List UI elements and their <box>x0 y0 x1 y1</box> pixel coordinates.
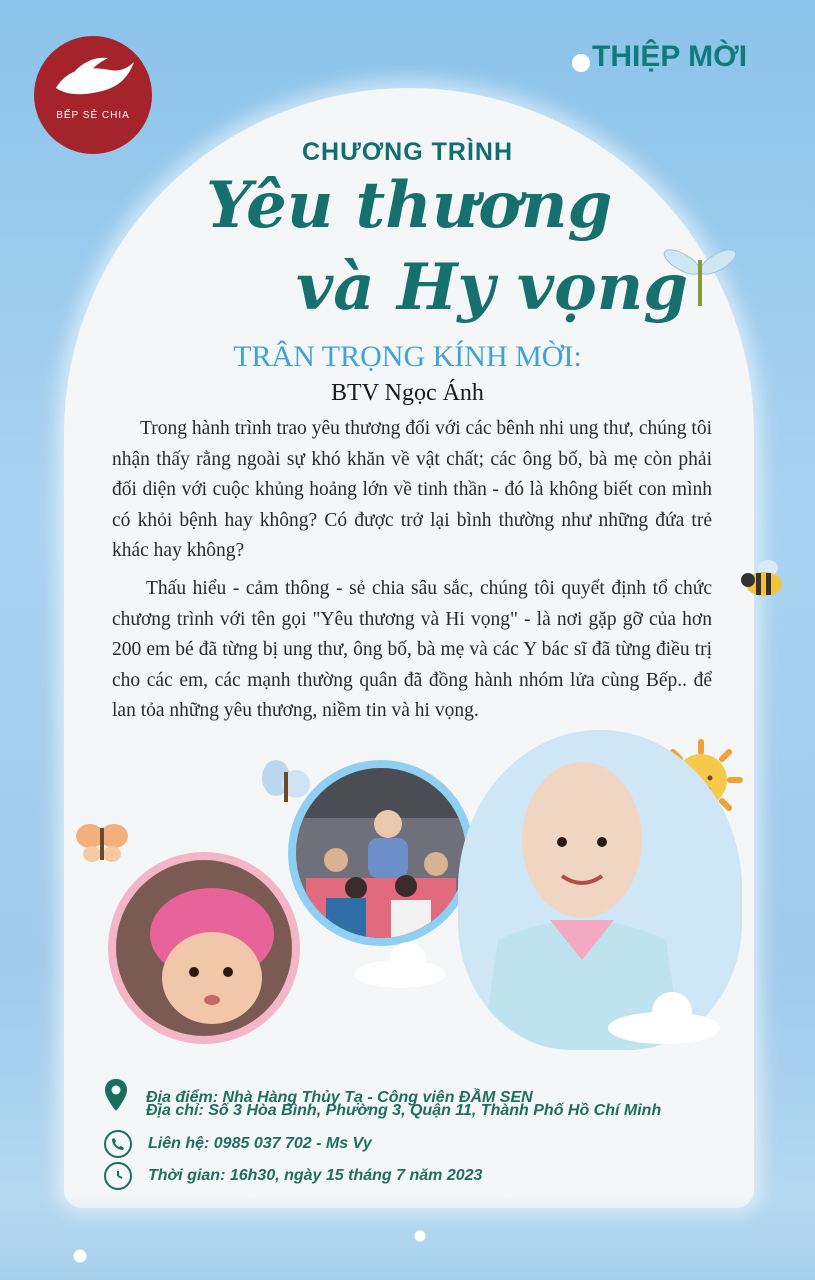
photo-child-pink-turban <box>108 852 300 1044</box>
contact-row <box>104 1130 372 1158</box>
invitation-tag: THIỆP MỜI <box>592 40 748 73</box>
logo-text: BẾP SẺ CHIA <box>56 110 130 121</box>
decorative-dot <box>572 54 590 72</box>
program-label: CHƯƠNG TRÌNH <box>302 138 513 166</box>
address-text: Địa chỉ: Số 3 Hòa Bình, Phường 3, Quận 11, Thành Phố Hồ Chí Minh <box>146 1102 662 1119</box>
bee-icon <box>738 556 788 602</box>
body-paragraph-1: Trong hành trình trao yêu thương đối với các bênh nhi ung thư, chúng tôi nhận thấy rằng ngoài sự khó khăn về vật chất; các ông bố, bà mẹ còn phải đối diện với cuộc khủng hoảng lớn về tinh thần - đó là không biết con mình có khỏi bệnh hay không? Có được trở lại bình thường như những đứa trẻ khác hay không? <box>112 418 712 561</box>
contact-text: Liên hệ: 0985 037 702 - Ms Vy <box>148 1135 372 1152</box>
invite-label: TRÂN TRỌNG KÍNH MỜI: <box>233 340 582 373</box>
program-title-line1: Yêu thương <box>206 168 613 243</box>
location-pin-icon <box>104 1078 130 1117</box>
program-title-line2: và Hy vọng <box>296 250 689 325</box>
photo-group-children <box>288 760 474 946</box>
guest-name: BTV Ngọc Ánh <box>331 380 484 406</box>
venue-text: Địa điểm: Nhà Hàng Thủy Tạ - Công viên ĐẦM SEN <box>146 1088 533 1106</box>
dandelion-decoration <box>0 1196 815 1280</box>
address-row <box>146 1102 661 1120</box>
body-paragraph-2: Thấu hiểu - cảm thông - sẻ chia sâu sắc, chúng tôi quyết định tổ chức chương trình với tên gọi "Yêu thương và Hi vọng" - là nơi gặp gỡ của hơn 200 em bé đã từng bị ung thư, ông bố, bà mẹ và các Y bác sĩ đã từng điều trị cho các em, các mạnh thường quân đã đồng hành nhóm lửa cùng Bếp.. để lan tỏa những yêu thương, niềm tin và hi vọng. <box>112 578 712 721</box>
butterfly-icon <box>72 816 132 866</box>
time-text: Thời gian: 16h30, ngày 15 tháng 7 năm 2023 <box>148 1167 483 1184</box>
phone-icon <box>104 1130 132 1158</box>
clock-icon <box>104 1162 132 1190</box>
time-row <box>104 1162 482 1190</box>
cloud-icon <box>350 940 450 990</box>
hands-icon <box>48 48 138 108</box>
cloud-icon <box>604 990 724 1046</box>
logo <box>34 36 152 154</box>
